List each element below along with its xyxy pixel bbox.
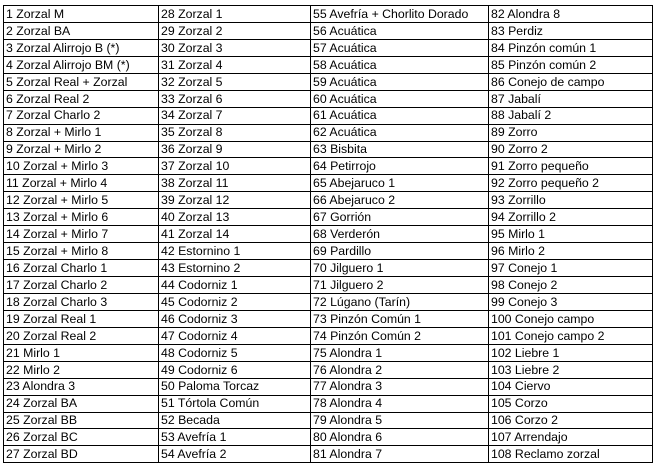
table-cell: 71 Jilguero 2 — [311, 277, 489, 294]
table-row — [4, 209, 653, 226]
table-row — [4, 90, 653, 107]
table-cell: 104 Ciervo — [489, 378, 653, 395]
table-cell: 108 Reclamo zorzal — [489, 446, 653, 463]
table-row — [4, 412, 653, 429]
table-cell: 90 Zorro 2 — [489, 141, 653, 158]
table-row — [4, 243, 653, 260]
table-row — [4, 327, 653, 344]
table-cell: 75 Alondra 1 — [311, 344, 489, 361]
table-cell: 77 Alondra 3 — [311, 378, 489, 395]
table-row — [4, 6, 653, 23]
table-row — [4, 158, 653, 175]
table-row — [4, 310, 653, 327]
table-cell: 2 Zorzal BA — [4, 22, 159, 39]
table-cell: 68 Verderón — [311, 226, 489, 243]
table-cell: 84 Pinzón común 1 — [489, 39, 653, 56]
table-cell: 29 Zorzal 2 — [159, 22, 311, 39]
table-cell: 58 Acuática — [311, 56, 489, 73]
table-cell: 17 Zorzal Charlo 2 — [4, 277, 159, 294]
table-cell: 31 Zorzal 4 — [159, 56, 311, 73]
table-row — [4, 124, 653, 141]
table-cell: 51 Tórtola Común — [159, 395, 311, 412]
table-cell: 18 Zorzal Charlo 3 — [4, 293, 159, 310]
table-cell: 35 Zorzal 8 — [159, 124, 311, 141]
table-cell: 38 Zorzal 11 — [159, 175, 311, 192]
table-row — [4, 277, 653, 294]
table-cell: 4 Zorzal Alirrojo BM (*) — [4, 56, 159, 73]
table-cell: 21 Mirlo 1 — [4, 344, 159, 361]
table-row — [4, 192, 653, 209]
table-cell: 56 Acuática — [311, 22, 489, 39]
table-cell: 78 Alondra 4 — [311, 395, 489, 412]
table-cell: 105 Corzo — [489, 395, 653, 412]
table-cell: 81 Alondra 7 — [311, 446, 489, 463]
table-cell: 28 Zorzal 1 — [159, 6, 311, 23]
table-cell: 16 Zorzal Charlo 1 — [4, 260, 159, 277]
table-cell: 67 Gorrión — [311, 209, 489, 226]
table-row — [4, 260, 653, 277]
table-row — [4, 429, 653, 446]
table-cell: 64 Petirrojo — [311, 158, 489, 175]
table-cell: 52 Becada — [159, 412, 311, 429]
table-cell: 79 Alondra 5 — [311, 412, 489, 429]
table-cell: 70 Jilguero 1 — [311, 260, 489, 277]
table-cell: 62 Acuática — [311, 124, 489, 141]
table-row — [4, 175, 653, 192]
table-cell: 3 Zorzal Alirrojo B (*) — [4, 39, 159, 56]
table-cell: 87 Jabalí — [489, 90, 653, 107]
table-row — [4, 141, 653, 158]
table-cell: 100 Conejo campo — [489, 310, 653, 327]
table-row — [4, 446, 653, 463]
table-cell: 88 Jabalí 2 — [489, 107, 653, 124]
table-cell: 15 Zorzal + Mirlo 8 — [4, 243, 159, 260]
table-cell: 10 Zorzal + Mirlo 3 — [4, 158, 159, 175]
table-cell: 107 Arrendajo — [489, 429, 653, 446]
table-cell: 5 Zorzal Real + Zorzal — [4, 73, 159, 90]
table-cell: 23 Alondra 3 — [4, 378, 159, 395]
table-cell: 27 Zorzal BD — [4, 446, 159, 463]
table-cell: 7 Zorzal Charlo 2 — [4, 107, 159, 124]
table-cell: 93 Zorrillo — [489, 192, 653, 209]
table-cell: 25 Zorzal BB — [4, 412, 159, 429]
table-row — [4, 22, 653, 39]
table-cell: 9 Zorzal + Mirlo 2 — [4, 141, 159, 158]
table-row — [4, 56, 653, 73]
table-cell: 40 Zorzal 13 — [159, 209, 311, 226]
table-cell: 55 Avefría + Chorlito Dorado — [311, 6, 489, 23]
table-cell: 43 Estornino 2 — [159, 260, 311, 277]
table-cell: 49 Codorniz 6 — [159, 361, 311, 378]
table-cell: 65 Abejaruco 1 — [311, 175, 489, 192]
table-cell: 36 Zorzal 9 — [159, 141, 311, 158]
table-row — [4, 107, 653, 124]
table-cell: 66 Abejaruco 2 — [311, 192, 489, 209]
table-cell: 63 Bisbita — [311, 141, 489, 158]
table-cell: 48 Codorniz 5 — [159, 344, 311, 361]
table-cell: 101 Conejo campo 2 — [489, 327, 653, 344]
table-cell: 37 Zorzal 10 — [159, 158, 311, 175]
table-cell: 80 Alondra 6 — [311, 429, 489, 446]
table-cell: 61 Acuática — [311, 107, 489, 124]
table-cell: 83 Perdiz — [489, 22, 653, 39]
table-cell: 6 Zorzal Real 2 — [4, 90, 159, 107]
table-cell: 50 Paloma Torcaz — [159, 378, 311, 395]
table-cell: 24 Zorzal BA — [4, 395, 159, 412]
table-cell: 44 Codorniz 1 — [159, 277, 311, 294]
table-cell: 8 Zorzal + Mirlo 1 — [4, 124, 159, 141]
table-cell: 1 Zorzal M — [4, 6, 159, 23]
table-cell: 19 Zorzal Real 1 — [4, 310, 159, 327]
table-cell: 92 Zorro pequeño 2 — [489, 175, 653, 192]
table-cell: 82 Alondra 8 — [489, 6, 653, 23]
table-row — [4, 293, 653, 310]
table-cell: 14 Zorzal + Mirlo 7 — [4, 226, 159, 243]
table-cell: 20 Zorzal Real 2 — [4, 327, 159, 344]
table-row — [4, 378, 653, 395]
table-cell: 73 Pinzón Común 1 — [311, 310, 489, 327]
table-cell: 76 Alondra 2 — [311, 361, 489, 378]
table-cell: 102 Liebre 1 — [489, 344, 653, 361]
table-cell: 99 Conejo 3 — [489, 293, 653, 310]
table-row — [4, 39, 653, 56]
table-cell: 30 Zorzal 3 — [159, 39, 311, 56]
table-cell: 41 Zorzal 14 — [159, 226, 311, 243]
table-cell: 96 Mirlo 2 — [489, 243, 653, 260]
table-cell: 39 Zorzal 12 — [159, 192, 311, 209]
table-cell: 95 Mirlo 1 — [489, 226, 653, 243]
table-cell: 98 Conejo 2 — [489, 277, 653, 294]
table-cell: 22 Mirlo 2 — [4, 361, 159, 378]
table-cell: 45 Codorniz 2 — [159, 293, 311, 310]
table-cell: 69 Pardillo — [311, 243, 489, 260]
table-row — [4, 73, 653, 90]
table-cell: 46 Codorniz 3 — [159, 310, 311, 327]
table-cell: 60 Acuática — [311, 90, 489, 107]
table-row — [4, 344, 653, 361]
table-cell: 103 Liebre 2 — [489, 361, 653, 378]
table-row — [4, 395, 653, 412]
table-cell: 53 Avefría 1 — [159, 429, 311, 446]
sound-list-table — [3, 5, 653, 463]
table-cell: 91 Zorro pequeño — [489, 158, 653, 175]
table-cell: 32 Zorzal 5 — [159, 73, 311, 90]
table-cell: 85 Pinzón común 2 — [489, 56, 653, 73]
table-cell: 12 Zorzal + Mirlo 5 — [4, 192, 159, 209]
table-cell: 106 Corzo 2 — [489, 412, 653, 429]
table-cell: 86 Conejo de campo — [489, 73, 653, 90]
table-cell: 26 Zorzal BC — [4, 429, 159, 446]
table-cell: 57 Acuática — [311, 39, 489, 56]
table-cell: 54 Avefría 2 — [159, 446, 311, 463]
table-cell: 34 Zorzal 7 — [159, 107, 311, 124]
table-body — [4, 6, 653, 463]
table-cell: 59 Acuática — [311, 73, 489, 90]
table-cell: 97 Conejo 1 — [489, 260, 653, 277]
table-row — [4, 226, 653, 243]
table-cell: 13 Zorzal + Mirlo 6 — [4, 209, 159, 226]
table-cell: 47 Codorniz 4 — [159, 327, 311, 344]
table-cell: 11 Zorzal + Mirlo 4 — [4, 175, 159, 192]
table-cell: 42 Estornino 1 — [159, 243, 311, 260]
table-cell: 74 Pinzón Común 2 — [311, 327, 489, 344]
table-cell: 33 Zorzal 6 — [159, 90, 311, 107]
table-cell: 94 Zorrillo 2 — [489, 209, 653, 226]
table-cell: 89 Zorro — [489, 124, 653, 141]
table-row — [4, 361, 653, 378]
table-cell: 72 Lúgano (Tarín) — [311, 293, 489, 310]
